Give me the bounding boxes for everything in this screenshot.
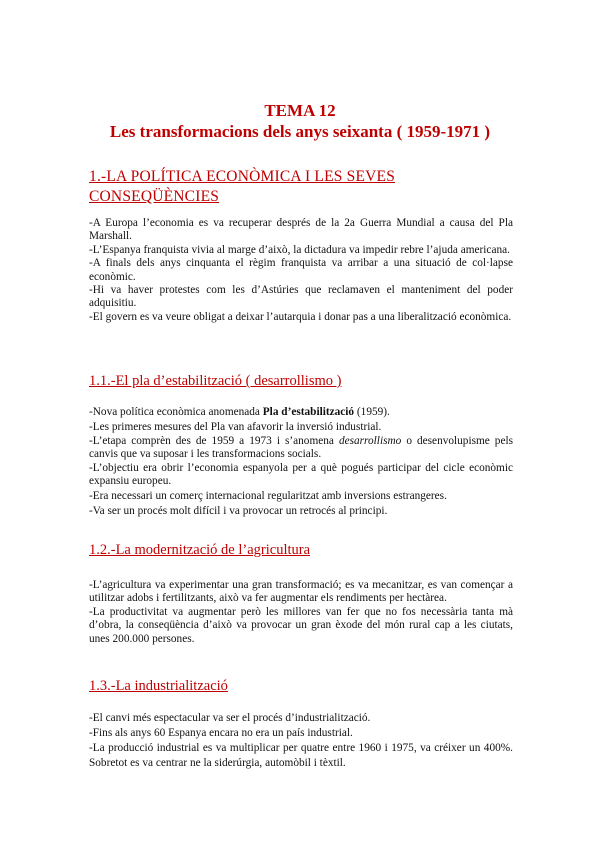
list-item: -Fins als anys 60 Espanya encara no era un país industrial. bbox=[89, 727, 353, 739]
list-item: -Nova política econòmica anomenada Pla d’estabilització (1959). bbox=[89, 406, 390, 418]
section-1-1-heading: 1.1.-El pla d’estabilització ( desarrollismo ) bbox=[89, 373, 342, 389]
section-1-body bbox=[89, 217, 513, 324]
list-item: -Era necessari un comerç internacional regularitzat amb inversions estrangeres. bbox=[89, 489, 447, 502]
section-1-heading bbox=[89, 167, 509, 207]
section-1-3-body bbox=[89, 711, 513, 771]
section-1-heading-line2: CONSEQÜÈNCIES bbox=[89, 188, 220, 205]
section-1-paragraph: -Hi va haver protestes com les d’Astúries que reclamaven el manteniment del poder adquisitiu. bbox=[89, 284, 513, 310]
section-1-2-heading: 1.2.-La modernització de l’agricultura bbox=[89, 542, 311, 558]
section-1-paragraph: -El govern es va veure obligat a deixar l’autarquia i donar pas a una liberalització econòmica. bbox=[89, 310, 512, 323]
pla-estabilitzacio-term: Pla d’estabilització bbox=[262, 406, 355, 418]
section-1-paragraph: -A Europa l’economia es va recuperar després de la 2a Guerra Mundial a causa del Pla Marshall. bbox=[89, 217, 513, 243]
desarrollismo-term: desarrollismo bbox=[338, 435, 402, 447]
section-1-2-paragraph: -L’agricultura va experimentar una gran transformació; es va mecanitzar, es van començar a utilitzar adobs i fertilitzants, això va fer augmentar els rendiments per hectàrea. bbox=[89, 579, 513, 605]
section-1-1-body bbox=[89, 405, 513, 519]
section-1-paragraph: -L’Espanya franquista vivia al marge d’això, la dictadura va impedir rebre l’ajuda americana. bbox=[89, 243, 510, 256]
document-subtitle: Les transformacions dels anys seixanta ( 1959-1971 ) bbox=[109, 122, 491, 141]
section-1-heading-line1: 1.-LA POLÍTICA ECONÒMICA I LES SEVES bbox=[89, 168, 396, 185]
section-1-2-paragraph: -La productivitat va augmentar però les millores van fer que no fos necessària tanta mà d’obra, la conseqüència d’això va provocar un gran èxode del món rural cap a les ciutats, unes 200.000 persones. bbox=[89, 605, 513, 645]
section-1-3-heading: 1.3.-La industrialització bbox=[89, 678, 228, 694]
list-item: -La producció industrial es va multiplicar per quatre entre 1960 i 1975, va créixer un 400%. Sobretot es va centrar ne la siderúrgia, automòbil i tèxtil. bbox=[89, 742, 513, 769]
list-item: -L’etapa comprèn des de 1959 a 1973 i s’anomena desarrollismo o desenvolupisme pels canvis que va suposar i les transformacions socials. bbox=[89, 435, 513, 461]
list-item: -L’objectiu era obrir l’economia espanyola per a què pogués participar del cicle econòmic expansiu europeu. bbox=[89, 461, 513, 488]
section-1-paragraph: -A finals dels anys cinquanta el règim franquista va arribar a una situació de col·lapse econòmic. bbox=[89, 257, 513, 283]
list-item: -Les primeres mesures del Pla van afavorir la inversió industrial. bbox=[89, 421, 382, 433]
tema-title: TEMA 12 bbox=[264, 101, 336, 120]
section-1-2-body bbox=[89, 579, 513, 646]
list-item: -El canvi més espectacular va ser el procés d’industrialització. bbox=[89, 712, 371, 724]
list-item: -Va ser un procés molt difícil i va provocar un retrocés al principi. bbox=[89, 504, 388, 517]
